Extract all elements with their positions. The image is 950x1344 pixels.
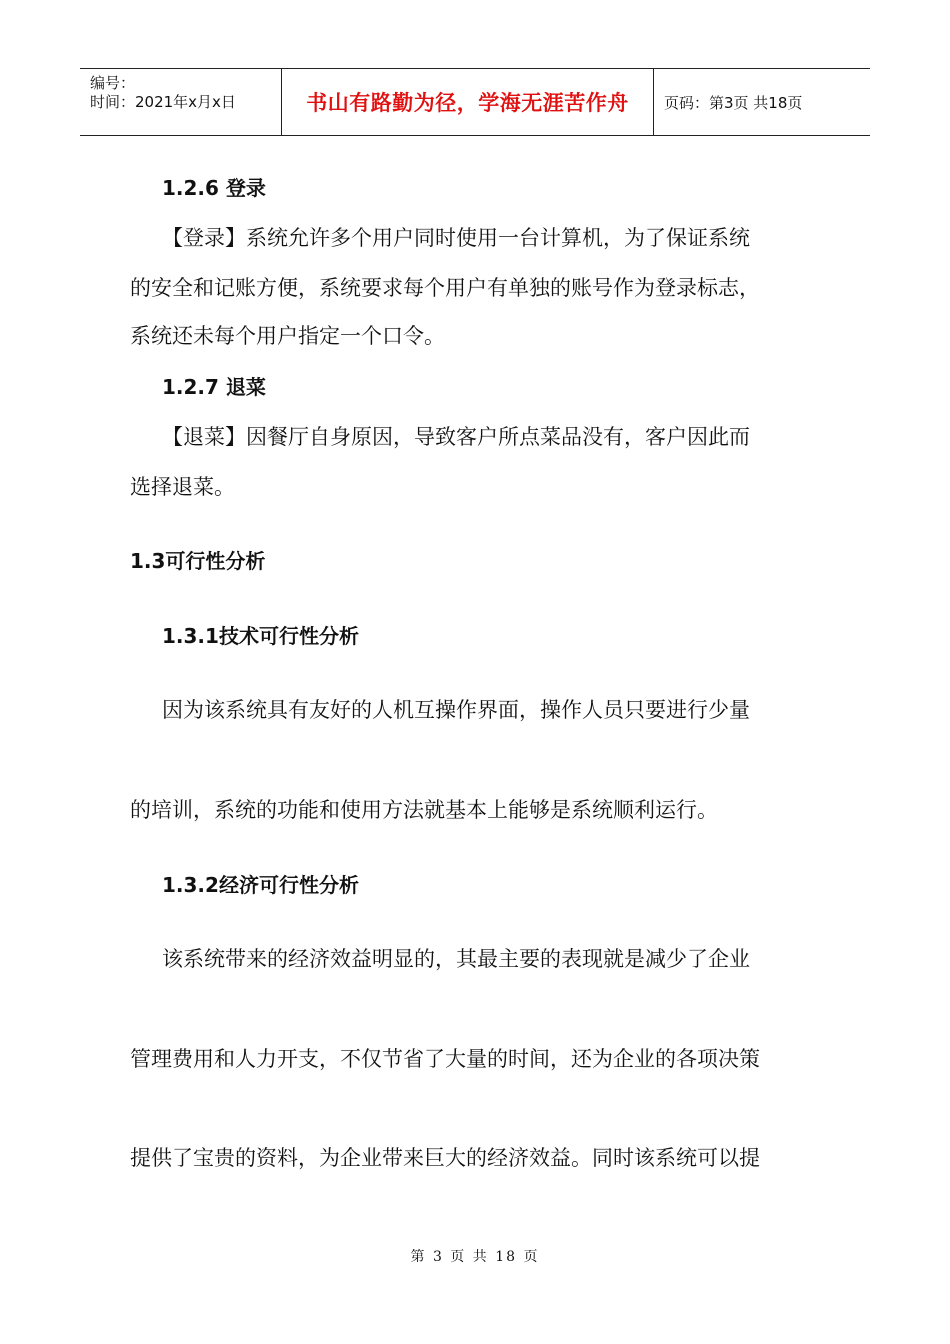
section-heading-1-2-6: 1.2.6 登录 — [162, 176, 266, 200]
paragraph-line: 提供了宝贵的资料，为企业带来巨大的经济效益。同时该系统可以提 — [130, 1146, 760, 1170]
paragraph-line: 该系统带来的经济效益明显的，其最主要的表现就是减少了企业 — [162, 947, 750, 971]
section-heading-1-3: 1.3可行性分析 — [130, 549, 266, 573]
section-heading-1-2-7: 1.2.7 退菜 — [162, 375, 266, 399]
header-page-cell — [654, 69, 870, 135]
time-label: 时间：2021年x月x日 — [90, 93, 236, 111]
header-meta-cell — [80, 69, 282, 135]
number-label: 编号： — [90, 74, 136, 92]
page-info: 页码：第3页 共18页 — [664, 93, 803, 112]
paragraph-line: 的培训，系统的功能和使用方法就基本上能够是系统顺利运行。 — [130, 798, 718, 822]
section-heading-1-3-1: 1.3.1技术可行性分析 — [162, 624, 359, 648]
paragraph-line: 因为该系统具有友好的人机互操作界面，操作人员只要进行少量 — [162, 698, 750, 722]
paragraph-line: 管理费用和人力开支，不仅节省了大量的时间，还为企业的各项决策 — [130, 1047, 760, 1071]
paragraph-line: 选择退菜。 — [130, 475, 235, 499]
paragraph-line: 【退菜】因餐厅自身原因，导致客户所点菜品没有，客户因此而 — [162, 425, 750, 449]
paragraph-line: 的安全和记账方便，系统要求每个用户有单独的账号作为登录标志， — [130, 276, 760, 300]
motto-text: 书山有路勤为径，学海无涯苦作舟 — [306, 91, 629, 115]
paragraph-line: 系统还未每个用户指定一个口令。 — [130, 324, 445, 348]
paragraph-line: 【登录】系统允许多个用户同时使用一台计算机，为了保证系统 — [162, 226, 750, 250]
header-motto-cell — [282, 69, 654, 135]
section-heading-1-3-2: 1.3.2经济可行性分析 — [162, 873, 359, 897]
page-footer: 第 3 页 共 18 页 — [410, 1249, 540, 1265]
page-header — [80, 68, 870, 136]
